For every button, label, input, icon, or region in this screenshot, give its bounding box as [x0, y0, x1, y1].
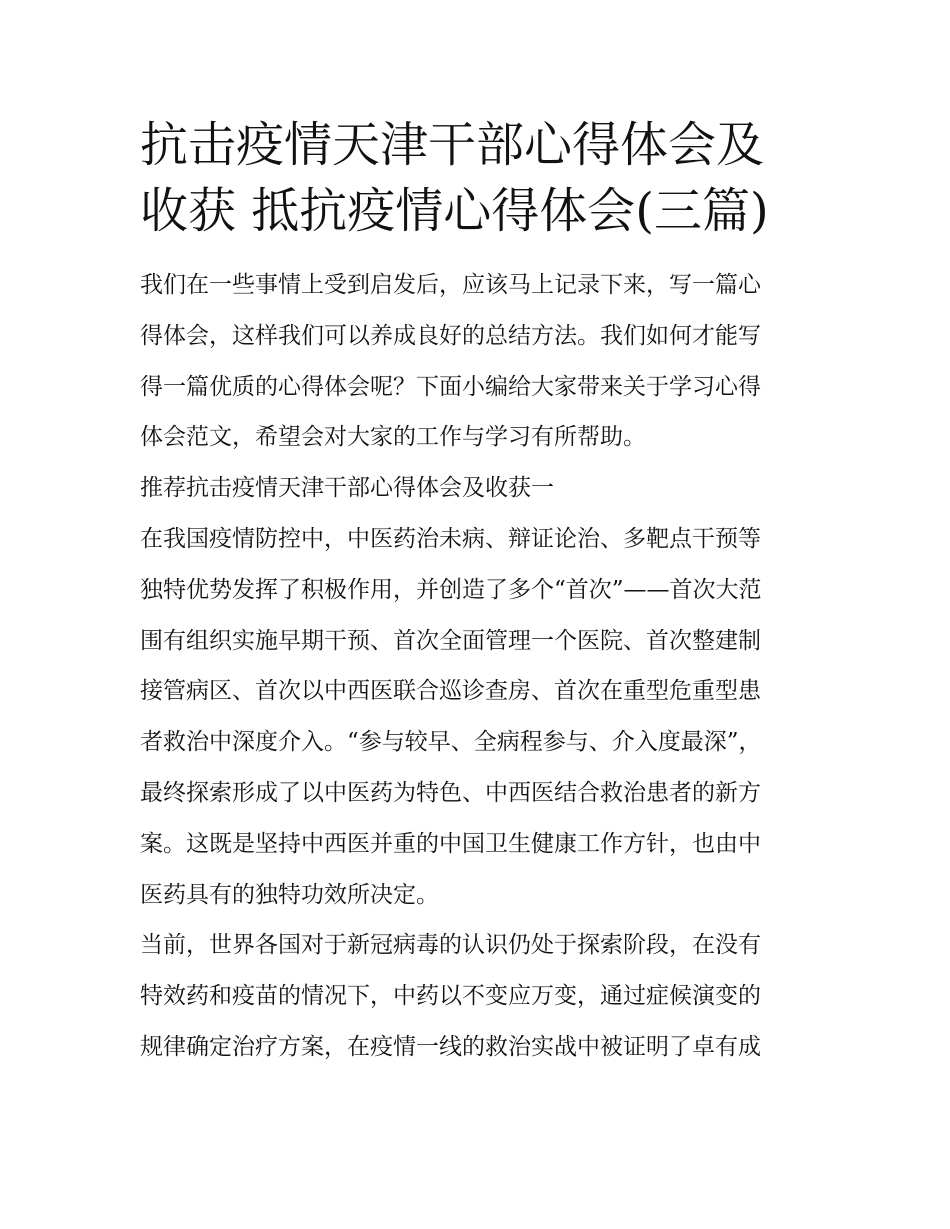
body-line-7: 案。这既是坚持中西医并重的中国卫生健康工作方针，也由中	[140, 830, 761, 857]
intro-line-2: 得体会，这样我们可以养成良好的总结方法。我们如何才能写	[140, 322, 761, 349]
body-line-11: 规律确定治疗方案，在疫情一线的救治实战中被证明了卓有成	[140, 1033, 761, 1060]
title-line-1: 抗击疫情天津干部心得体会及	[140, 117, 765, 173]
body-line-6: 最终探索形成了以中医药为特色、中西医结合救治患者的新方	[140, 779, 761, 806]
body-line-10: 特效药和疫苗的情况下，中药以不变应万变，通过症候演变的	[140, 983, 761, 1010]
intro-line-1: 我们在一些事情上受到启发后，应该马上记录下来，写一篇心	[140, 272, 761, 298]
document-title	[140, 112, 812, 244]
intro-line-3: 得一篇优质的心得体会呢？下面小编给大家带来关于学习心得	[140, 373, 761, 400]
document-body	[140, 260, 812, 1073]
title-line-2: 收获 抵抗疫情心得体会(三篇)	[140, 183, 769, 239]
body-line-3: 围有组织实施早期干预、首次全面管理一个医院、首次整建制	[140, 627, 761, 654]
body-line-1: 在我国疫情防控中，中医药治未病、辩证论治、多靶点干预等	[140, 525, 761, 552]
body-line-2: 独特优势发挥了积极作用，并创造了多个“首次”——首次大范	[140, 576, 762, 603]
document-page	[140, 112, 812, 1073]
intro-line-4: 体会范文，希望会对大家的工作与学习有所帮助。	[140, 424, 646, 451]
body-line-8: 医药具有的独特功效所决定。	[140, 881, 439, 908]
title-spacer	[140, 244, 812, 260]
body-line-5: 者救治中深度介入。“参与较早、全病程参与、介入度最深”，	[140, 729, 762, 756]
section-heading: 推荐抗击疫情天津干部心得体会及收获一	[140, 475, 554, 502]
body-line-4: 接管病区、首次以中西医联合巡诊查房、首次在重型危重型患	[140, 678, 761, 705]
body-line-9: 当前，世界各国对于新冠病毒的认识仍处于探索阶段，在没有	[140, 932, 761, 959]
